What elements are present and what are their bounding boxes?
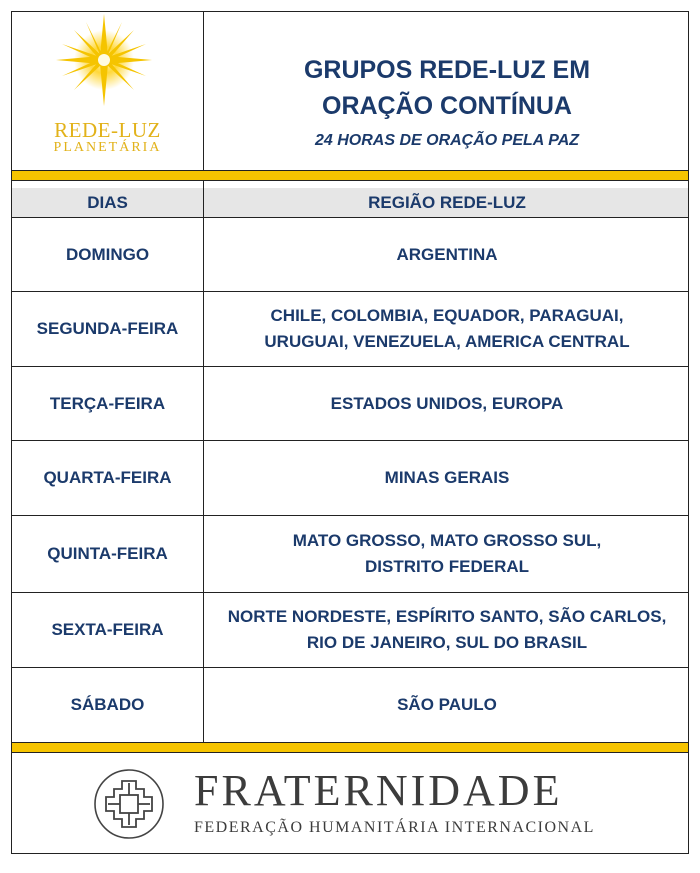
day-cell: DOMINGO [65, 244, 150, 264]
schedule-document [11, 11, 689, 854]
region-line: NORTE NORDESTE, ESPÍRITO SANTO, SÃO CARLOS, [227, 607, 667, 626]
page-subtitle: 24 HORAS DE ORAÇÃO PELA PAZ [314, 132, 580, 149]
brand-name: REDE-LUZ [54, 118, 161, 142]
rede-luz-logo [12, 12, 203, 170]
region-cell [204, 516, 690, 592]
footer [12, 753, 688, 855]
title-line-2: ORAÇÃO CONTÍNUA [322, 92, 572, 120]
page-title [204, 52, 690, 124]
region-cell [204, 668, 690, 742]
day-cell: SÁBADO [70, 695, 145, 714]
region-line: DISTRITO FEDERAL [364, 557, 530, 576]
region-cell [204, 593, 690, 667]
column-header-region: REGIÃO REDE-LUZ [368, 193, 526, 212]
region-cell [204, 218, 690, 291]
organization-name: FRATERNIDADE [194, 766, 563, 815]
brand-subname: PLANETÁRIA [53, 140, 162, 155]
region-line: ESTADOS UNIDOS, EUROPA [330, 393, 564, 413]
day-cell: QUARTA-FEIRA [43, 468, 172, 487]
region-line: MATO GROSSO, MATO GROSSO SUL, [292, 531, 602, 550]
column-divider-top [203, 12, 204, 170]
region-line: RIO DE JANEIRO, SUL DO BRASIL [306, 633, 588, 652]
region-cell [204, 367, 690, 440]
fraternidade-emblem-icon [92, 767, 166, 841]
gold-divider-bottom [12, 742, 688, 753]
region-cell [204, 441, 690, 515]
region-line: MINAS GERAIS [384, 468, 510, 487]
region-line: URUGUAI, VENEZUELA, AMERICA CENTRAL [264, 332, 630, 351]
day-cell: TERÇA-FEIRA [49, 393, 166, 413]
radiant-star-icon [12, 12, 203, 122]
region-line: SÃO PAULO [397, 695, 497, 714]
organization-tagline: FEDERAÇÃO HUMANITÁRIA INTERNACIONAL [194, 819, 595, 836]
day-cell: SEXTA-FEIRA [51, 620, 164, 639]
gold-divider-top [12, 170, 688, 181]
title-line-1: GRUPOS REDE-LUZ EM [303, 56, 591, 84]
region-cell [204, 292, 690, 366]
region-line: CHILE, COLOMBIA, EQUADOR, PARAGUAI, [270, 306, 624, 325]
region-line: ARGENTINA [396, 244, 498, 264]
day-cell: QUINTA-FEIRA [47, 544, 168, 563]
column-header-days: DIAS [87, 193, 128, 212]
day-cell: SEGUNDA-FEIRA [36, 319, 179, 338]
